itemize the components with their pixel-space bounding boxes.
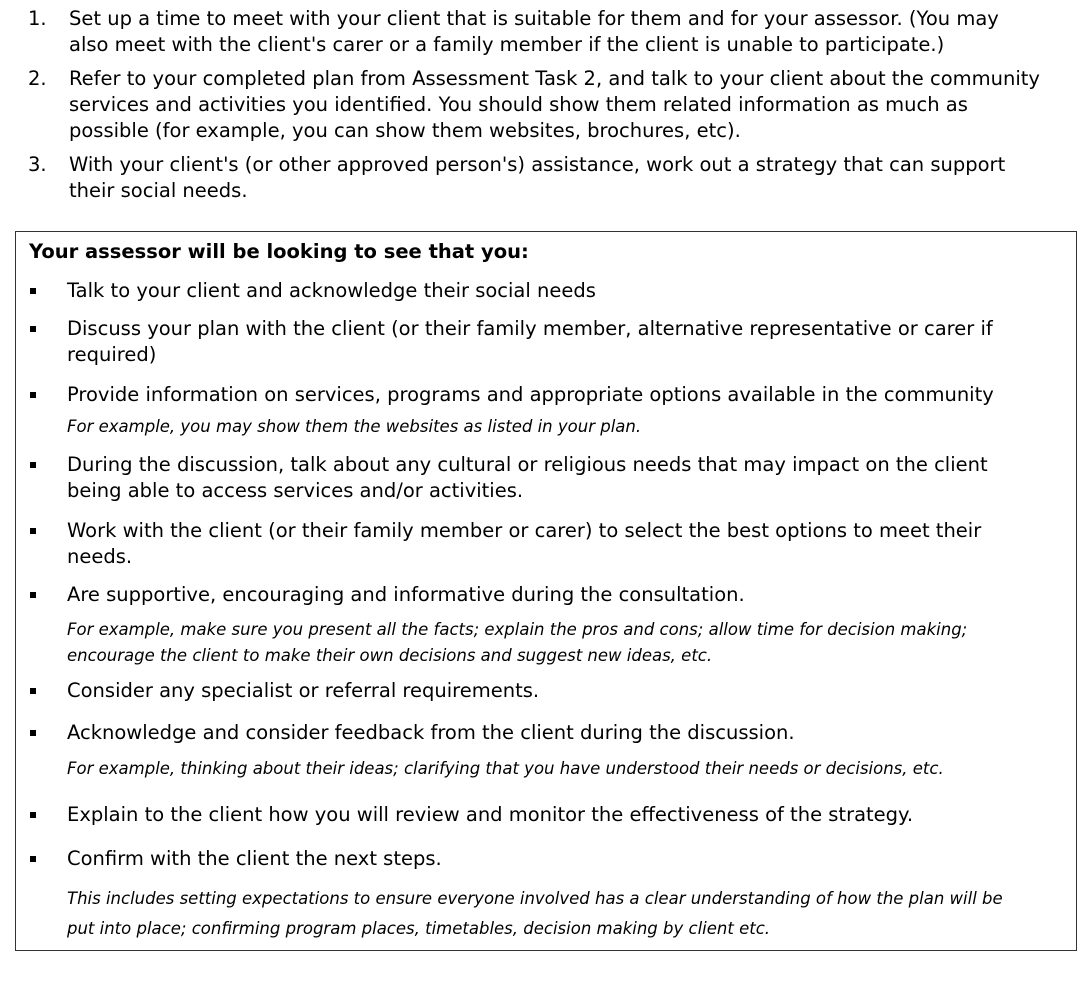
criteria-text — [67, 452, 988, 504]
criteria-text — [67, 582, 745, 608]
criteria-line: needs. — [67, 545, 133, 568]
step-line: their social needs. — [69, 179, 248, 202]
square-bullet-icon — [30, 856, 36, 862]
criteria-line: Talk to your client and acknowledge their social needs — [67, 279, 596, 302]
criteria-line: Confirm with the client the next steps. — [67, 847, 442, 870]
square-bullet-icon — [30, 288, 36, 294]
criteria-text — [67, 382, 994, 408]
step-line: services and activities you identified. You should show them related information as much as — [69, 93, 968, 116]
criteria-line: being able to access services and/or activities. — [67, 479, 524, 502]
criteria-note — [67, 756, 944, 782]
criteria-note-line: For example, thinking about their ideas; clarifying that you have understood their needs or decisions, etc. — [67, 759, 944, 778]
criteria-note — [67, 884, 1003, 944]
criteria-note — [67, 617, 967, 669]
criteria-text — [67, 846, 442, 872]
assessor-box-heading: Your assessor will be looking to see that you: — [29, 240, 529, 263]
criteria-line: required) — [67, 343, 157, 366]
criteria-line: Acknowledge and consider feedback from the client during the discussion. — [67, 721, 795, 744]
criteria-note — [67, 414, 641, 440]
criteria-text — [67, 678, 539, 704]
criteria-note-line: For example, make sure you present all the facts; explain the pros and cons; allow time for decision making; — [67, 620, 968, 639]
criteria-note-line: put into place; confirming program places, timetables, decision making by client etc. — [67, 919, 771, 938]
square-bullet-icon — [30, 812, 36, 818]
step-item — [0, 152, 1090, 204]
criteria-text — [67, 278, 596, 304]
square-bullet-icon — [30, 326, 36, 332]
square-bullet-icon — [30, 528, 36, 534]
criteria-note-line: This includes setting expectations to ensure everyone involved has a clear understanding of how the plan will be — [67, 889, 1003, 908]
step-line: With your client's (or other approved person's) assistance, work out a strategy that can support — [69, 153, 1006, 176]
criteria-line: Work with the client (or their family member or carer) to select the best options to meet their — [67, 519, 982, 542]
criteria-text — [67, 720, 795, 746]
criteria-text — [67, 316, 993, 368]
step-item — [0, 6, 1090, 58]
square-bullet-icon — [30, 462, 36, 468]
assessor-criteria-box — [15, 231, 1077, 951]
step-number: 3. — [28, 153, 47, 176]
criteria-line: Provide information on services, programs and appropriate options available in the community — [67, 383, 994, 406]
step-number: 2. — [28, 67, 47, 90]
criteria-line: Consider any specialist or referral requirements. — [67, 679, 540, 702]
criteria-line: Discuss your plan with the client (or their family member, alternative representative or carer if — [67, 317, 993, 340]
square-bullet-icon — [30, 730, 36, 736]
criteria-line: During the discussion, talk about any cultural or religious needs that may impact on the client — [67, 453, 988, 476]
step-line: also meet with the client's carer or a family member if the client is unable to participate.) — [69, 33, 945, 56]
step-line: Refer to your completed plan from Assessment Task 2, and talk to your client about the community — [69, 67, 1040, 90]
criteria-note-line: For example, you may show them the websites as listed in your plan. — [67, 417, 642, 436]
criteria-text — [67, 802, 913, 828]
instruction-steps — [0, 6, 1090, 212]
square-bullet-icon — [30, 592, 36, 598]
criteria-note-line: encourage the client to make their own decisions and suggest new ideas, etc. — [67, 646, 713, 665]
step-item — [0, 66, 1090, 144]
square-bullet-icon — [30, 688, 36, 694]
step-line: Set up a time to meet with your client that is suitable for them and for your assessor. (You may — [69, 7, 999, 30]
criteria-line: Are supportive, encouraging and informative during the consultation. — [67, 583, 745, 606]
square-bullet-icon — [30, 392, 36, 398]
step-number: 1. — [28, 7, 47, 30]
criteria-line: Explain to the client how you will review and monitor the effectiveness of the strategy. — [67, 803, 914, 826]
criteria-text — [67, 518, 981, 570]
step-line: possible (for example, you can show them websites, brochures, etc). — [69, 119, 741, 142]
